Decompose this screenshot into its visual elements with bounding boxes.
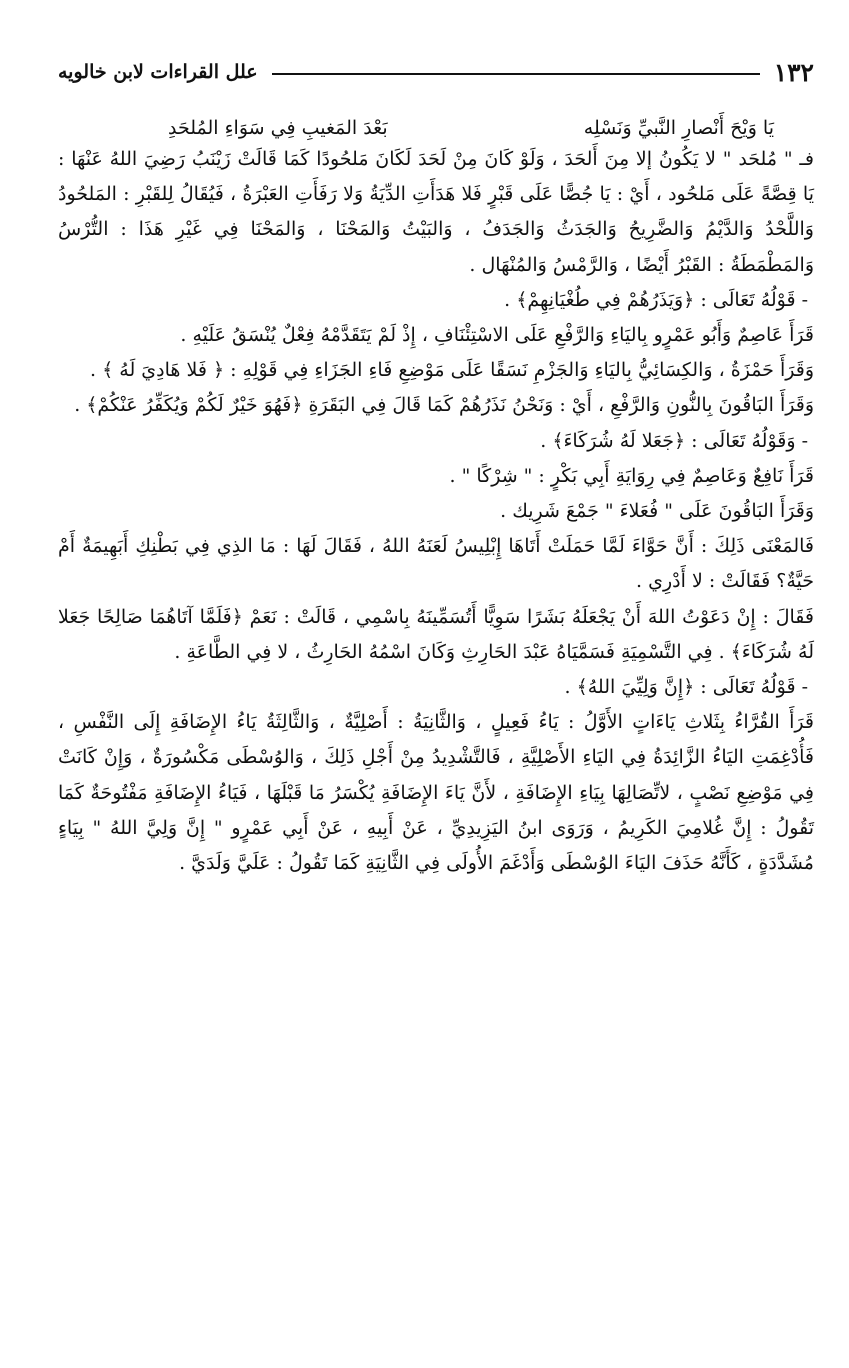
verse-heading: - قَوْلُهُ تَعَالَى : ﴿إِنَّ وَلِيِّيَ اللهُ﴾ .	[564, 676, 808, 699]
running-title: علل القراءات لابن خالويه	[58, 61, 258, 83]
paragraph: وَقَرَأَ حَمْزَةُ ، وَالكِسَائِيُّ بِاليَاءِ وَالجَزْمِ نَسَقًا عَلَى مَوْضِعِ فَاءِ الجَزَاءِ فِي قَوْلِهِ : ﴿ فَلا هَادِيَ لَهُ ﴾ .	[90, 359, 814, 382]
header-rule	[272, 73, 760, 75]
page-header	[58, 52, 814, 92]
paragraph: وَقَرَأَ البَاقُونَ بِالنُّونِ وَالرَّفْعِ ، أَيْ : وَنَحْنُ نَذَرُهُمْ كَمَا قَالَ فِي البَقَرَةِ ﴿فَهُوَ خَيْرٌ لَكُمْ وَيُكَفِّرُ عَنْكُمْ﴾ .	[74, 394, 814, 417]
paragraph: فـ " مُلحَد " لا يَكُونُ إلا مِنَ أَلحَدَ ، وَلَوْ كَانَ مِنْ لَحَدَ لَكَانَ مَلحُودًا كَمَا قَالَتْ زَيْنَبُ رَضِيَ اللهُ عَنْهَا : يَا قِصَّةً عَلَى مَلحُود ، أَيْ : يَا جُصًّا عَلَى قَبْرٍ فَلا هَدَأَتِ الدِّيَةُ وَلا رَفَأَتِ العَبْرَةُ ، فَيُقَالُ لِلقَبْرِ : المَلحُودُ وَاللَّحْدُ وَالدَّيْمُ وَالضَّرِيحُ وَالجَدَثُ وَالجَدَفُ ، وَالبَيْتُ وَالمَحْنَا ، وَالمَحْنَا فِي غَيْرِ هَذَا : التُّرْسُ وَالمَطْمَطَةُ : القَبْرُ أَيْضًا ، وَالرَّمْسُ وَالمُنْهَال .	[58, 148, 814, 276]
paragraph: قَرَأَ عَاصِمٌ وَأَبُو عَمْرٍو بِاليَاءِ وَالرَّفْعِ عَلَى الاسْتِئْنَافِ ، إِذْ لَمْ يَتَقَدَّمْهُ فِعْلٌ يُنْسَقُ عَلَيْهِ .	[180, 324, 814, 347]
verse-heading: - قَوْلُهُ تَعَالَى : ﴿وَيَذَرُهُمْ فِي طُغْيَانِهِمْ﴾ .	[504, 288, 808, 311]
page-number: ١٣٢	[773, 57, 814, 87]
body-text	[58, 142, 814, 881]
poetry-verse	[58, 114, 814, 142]
paragraph: فَالمَعْنَى ذَلِكَ : أَنَّ حَوَّاءَ لَمَّا حَمَلَتْ أَتَاهَا إِبْلِيسُ لَعَنَهُ اللهُ ، فَقَالَ لَهَا : مَا الذِي فِي بَطْنِكِ أَبَهِيمَةٌ أَمْ حَيَّةٌ؟ فَقَالَتْ : لا أَدْرِي .	[58, 535, 814, 593]
paragraph: وَقَرَأَ البَاقُونَ عَلَى " فُعَلاءَ " جَمْعَ شَرِيك .	[500, 500, 814, 523]
page-content	[58, 52, 814, 881]
paragraph: قَرَأَ نَافِعٌ وَعَاصِمٌ فِي رِوَايَةِ أَبِي بَكْرٍ : " شِرْكًا " .	[449, 464, 814, 487]
verse-hemistich-1: يَا وَيْحَ أَنْصارِ النَّبيِّ وَنَسْلِه	[583, 117, 774, 139]
verse-heading: - وَقَوْلُهُ تَعَالَى : ﴿جَعَلا لَهُ شُرَكَاءَ﴾ .	[540, 429, 808, 452]
verse-hemistich-2: بَعْدَ المَغيبِ فِي سَوَاءِ المُلحَدِ	[168, 117, 388, 139]
paragraph: قَرَأَ القُرَّاءُ بِثَلاثِ يَاءَاتٍ الأَوَّلُ : يَاءُ فَعِيلٍ ، وَالثَّانِيَةُ : أَصْلِيَّةٌ ، وَالثَّالِثَةُ يَاءُ الإِضَافَةِ إِلَى النَّفْسِ ، فَأُدْغِمَتِ اليَاءُ الزَّائِدَةُ فِي اليَاءِ الأَصْلِيَّةِ ، فَالتَّشْدِيدُ مِنْ أَجْلِ ذَلِكَ ، وَالوُسْطَى مَكْسُورَةٌ ، وَإِنْ كَانَتْ فِي مَوْضِعِ نَصْبٍ ، لاتِّصَالِهَا بِيَاءِ الإِضَافَةِ ، لأَنَّ يَاءَ الإِضَافَةِ يُكْسَرُ مَا قَبْلَهَا ، فَيَاءُ الإِضَافَةِ مَفْتُوحَةٌ كَمَا تَقُولُ : إِنَّ غُلامِيَ الكَرِيمُ ، وَرَوَى ابنُ اليَزِيدِيِّ ، عَنْ أَبِيهِ ، عَنْ أَبِي عَمْرٍو " إِنَّ وَلِيَّ اللهُ " بِيَاءٍ مُشَدَّدَةٍ ، كَأَنَّهُ حَذَفَ اليَاءَ الوُسْطَى وَأَدْغَمَ الأُولَى فِي الثَّانِيَةِ كَمَا تَقُولُ : عَلَيَّ وَلَدَيَّ .	[58, 711, 814, 875]
paragraph: فَقَالَ : إِنْ دَعَوْتُ اللهَ أَنْ يَجْعَلَهُ بَشَرًا سَوِيًّا أَتُسَمِّينَهُ بِاسْمِي ، قَالَتْ : نَعَمْ ﴿فَلَمَّا آتَاهُمَا صَالِحًا جَعَلا لَهُ شُرَكَاءَ﴾ . فِي التَّسْمِيَةِ فَسَمَّيَاهُ عَبْدَ الحَارِثِ وَكَانَ اسْمُهُ الحَارِثُ ، لا فِي الطَّاعَةِ .	[58, 605, 814, 663]
